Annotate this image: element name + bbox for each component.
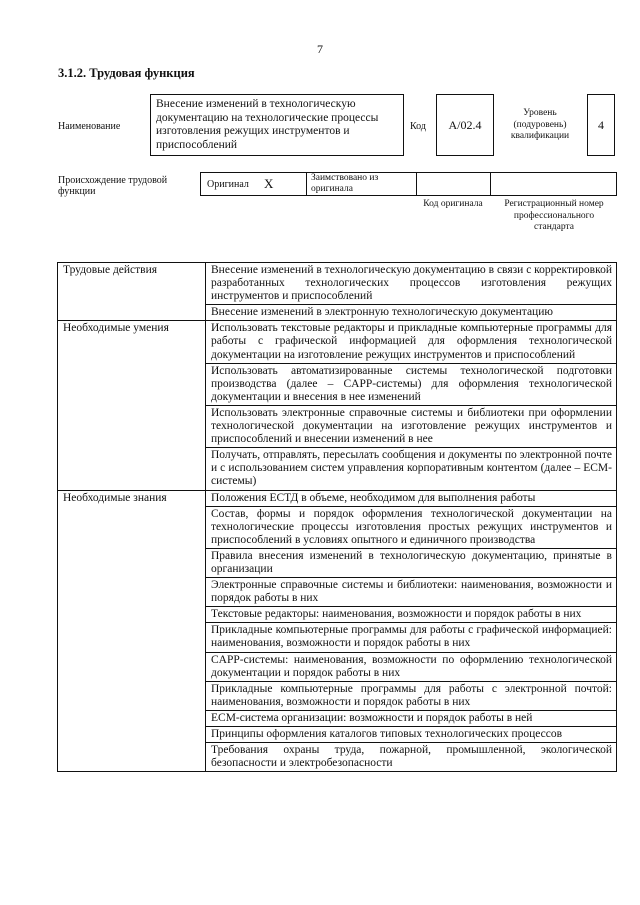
level-value-box: 4 [587,94,615,156]
table-cell: Правила внесения изменений в технологическую документацию, принятые в организации [206,548,617,577]
table-cell: Использовать электронные справочные системы и библиотеки при оформлении технологической документации на изготовление режущих инструментов и приспособлений и внесении изменений в нее [206,405,617,447]
table-cell: Принципы оформления каталогов типовых технологических процессов [206,727,617,743]
reg-number-label: Регистрационный номер профессионального стандарта [504,199,604,232]
table-cell: CAPP-системы: наименования, возможности по оформлению технологической документации и порядок работы в них [206,652,617,681]
table-row [58,321,617,363]
original-label: Оригинал [207,179,249,190]
category-required-knowledge: Необходимые знания [58,490,206,772]
category-required-skills: Необходимые умения [58,321,206,490]
code-label: Код [410,121,426,132]
table-cell: Использовать текстовые редакторы и прикладные компьютерные программы для работы с графической информацией для оформления технологической документации на изготовление режущих инструментов и приспособлений [206,321,617,363]
origin-label: Происхождение трудовой функции [58,175,168,197]
code-original-cell [417,173,491,195]
function-name-box: Внесение изменений в технологическую документацию на технологические процессы изготовления режущих инструментов и приспособлений [150,94,404,156]
table-row [58,263,617,305]
original-cell [201,173,307,195]
code-original-label: Код оригинала [423,199,483,209]
table-cell: Получать, отправлять, пересылать сообщения и документы по электронной почте и с использованием систем управления корпоративным контентом (далее – ECM-системы) [206,448,617,490]
category-labor-actions: Трудовые действия [58,263,206,321]
table-cell: Требования охраны труда, пожарной, промышленной, экологической безопасности и электробезопасности [206,743,617,772]
function-details-table [57,262,617,772]
page-number: 7 [317,42,323,56]
table-cell: Положения ЕСТД в объеме, необходимом для выполнения работы [206,490,617,506]
table-cell: ECM-система организации: возможности и порядок работы в ней [206,710,617,726]
level-label: Уровень (подуровень) квалификации [510,108,570,141]
name-label: Наименование [58,121,121,132]
table-cell: Состав, формы и порядок оформления технологической документации на технологические процессы изготовления простых режущих инструментов и приспособлений в условиях опытного и единичного производства [206,506,617,548]
original-mark: X [264,176,274,191]
borrowed-label: Заимствовано из оригинала [311,173,379,194]
table-row [58,490,617,506]
table-cell: Электронные справочные системы и библиотеки: наименования, возможности и порядок работы в них [206,578,617,607]
table-cell: Внесение изменений в электронную технологическую документацию [206,305,617,321]
borrowed-cell [307,173,417,195]
table-cell: Текстовые редакторы: наименования, возможности и порядок работы в них [206,607,617,623]
code-value-box: A/02.4 [436,94,494,156]
reg-number-cell [491,173,616,195]
origin-table [200,172,617,196]
table-cell: Прикладные компьютерные программы для работы с графической информацией: наименования, возможности и порядок работы в них [206,623,617,652]
section-title: 3.1.2. Трудовая функция [58,66,195,80]
table-cell: Прикладные компьютерные программы для работы с электронной почтой: наименования, возможности и порядок работы в них [206,681,617,710]
table-cell: Использовать автоматизированные системы технологической подготовки производства (далее – CAPP-системы) для оформления технологической документации и внесения в нее изменений [206,363,617,405]
table-cell: Внесение изменений в технологическую документацию в связи с корректировкой разработанных технологических процессов изготовления режущих инструментов и приспособлений [206,263,617,305]
